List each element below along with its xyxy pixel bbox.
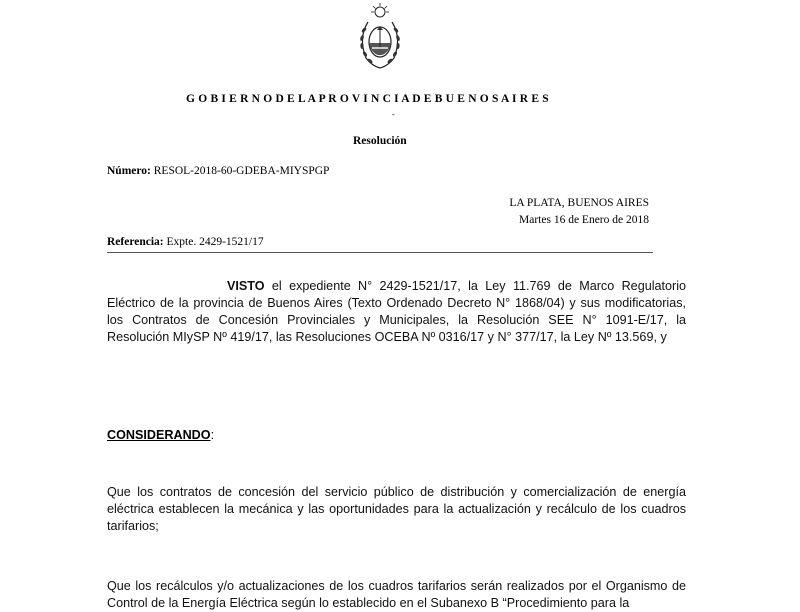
header-mark: -	[392, 110, 395, 119]
considerando-heading	[107, 428, 214, 442]
government-header: G O B I E R N O D E L A P R O V I N C I A D E B U E N O S A I R E S	[186, 93, 549, 105]
visto-keyword: VISTO	[227, 279, 265, 293]
reference-label: Referencia:	[107, 236, 164, 248]
resolution-number	[107, 165, 329, 177]
number-value: RESOL-2018-60-GDEBA-MIYSPGP	[153, 165, 330, 177]
place: LA PLATA, BUENOS AIRES	[509, 197, 649, 209]
paragraph: Que los recálculos y/o actualizaciones de los cuadros tarifarios serán realizados por el Organismo de Control de la Energía Eléctrica según lo establecido en el Subanexo B “Procedimiento para la	[107, 579, 686, 610]
date: Martes 16 de Enero de 2018	[519, 214, 649, 226]
paragraph: Que los contratos de concesión del servicio público de distribución y comercialización de energía eléctrica establecen la mecánica y las oportunidades para la actualización y recálculo de los cuadros tarifarios;	[107, 485, 686, 533]
visto-text: el expediente N° 2429-1521/17, la Ley 11.769 de Marco Regulatorio Eléctrico de la provincia de Buenos Aires (Texto Ordenado Decreto N° 1868/04) y sus modificatorias, los Contratos de Concesión Provinciales y Municipales, la Resolución SEE N° 1091-E/17, la Resolución MIySP Nº 419/17, las Resoluciones OCEBA Nº 0316/17 y N° 377/17, la Ley Nº 13.569, y	[107, 279, 686, 344]
place-date	[509, 195, 649, 229]
considerando-colon: :	[210, 428, 215, 442]
coat-of-arms-icon	[352, 2, 408, 72]
divider	[107, 252, 653, 253]
considerando-keyword: CONSIDERANDO	[107, 428, 211, 442]
visto-paragraph	[107, 278, 686, 346]
document-type: Resolución	[353, 135, 407, 147]
number-label: Número:	[107, 165, 151, 177]
reference-value: Expte. 2429-1521/17	[166, 236, 264, 248]
reference	[107, 236, 264, 248]
